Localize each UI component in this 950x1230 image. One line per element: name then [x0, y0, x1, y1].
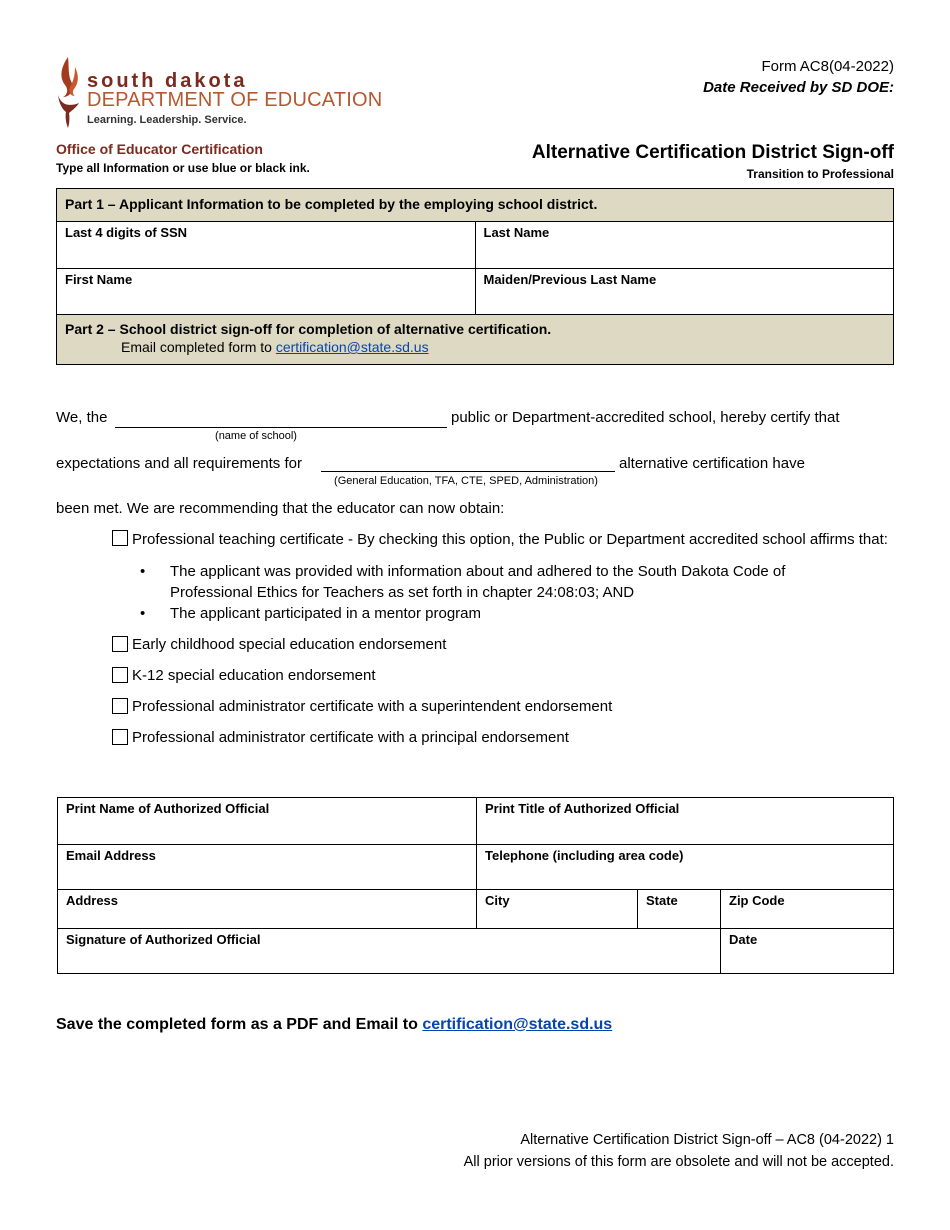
certification-options — [112, 529, 897, 748]
office-name: Office of Educator Certification — [56, 141, 263, 157]
affirmation-ethics: • The applicant was provided with information about and adhered to the South Dakota Code of Professional Ethics for Teachers as set forth in chapter 24:08:03; AND — [140, 561, 840, 603]
option-principal — [112, 727, 897, 748]
state-field[interactable] — [637, 890, 720, 928]
first-name-field[interactable] — [57, 269, 475, 314]
telephone-label: Telephone (including area code) — [485, 848, 684, 863]
save-instructions — [56, 1015, 612, 1035]
school-name-input[interactable] — [115, 408, 447, 428]
address-field[interactable] — [58, 890, 476, 928]
email-address-label: Email Address — [66, 848, 156, 863]
official-row-4 — [58, 928, 893, 973]
ink-instructions: Type all Information or use blue or black ink. — [56, 161, 310, 175]
date-received-label: Date Received by SD DOE: — [703, 79, 894, 96]
school-suffix-text: public or Department-accredited school, hereby certify that — [451, 409, 840, 426]
option-early-childhood — [112, 634, 897, 655]
save-instructions-text: Save the completed form as a PDF and Email to — [56, 1016, 423, 1033]
address-label: Address — [66, 893, 119, 908]
teaching-certificate-label: Professional teaching certificate - By checking this option, the Public or Department accredited school affirms that: — [132, 531, 888, 548]
school-name-caption: (name of school) — [215, 430, 297, 442]
part2-email-prefix: Email completed form to — [121, 339, 276, 355]
last-name-field[interactable] — [475, 222, 894, 268]
document-title: Alternative Certification District Sign-off — [531, 142, 894, 163]
print-title-label: Print Title of Authorized Official — [485, 801, 680, 816]
program-suffix-text: alternative certification have — [619, 455, 805, 472]
first-name-label: First Name — [65, 272, 133, 287]
date-field[interactable] — [720, 929, 893, 973]
expectations-text: expectations and all requirements for — [56, 455, 302, 472]
we-the-text: We, the — [56, 409, 108, 426]
print-title-field[interactable] — [476, 798, 893, 844]
teaching-affirmations-list — [140, 561, 840, 624]
part2-email-line — [65, 338, 885, 356]
principal-label: Professional administrator certificate with a principal endorsement — [132, 729, 569, 746]
early-childhood-label: Early childhood special education endorsement — [132, 636, 447, 653]
authorized-official-table — [57, 797, 894, 974]
footer-form-id: Alternative Certification District Sign-off – AC8 (04-2022) 1 — [520, 1132, 894, 1148]
applicant-info-table — [56, 188, 894, 365]
applicant-row-1 — [57, 222, 893, 268]
affirmation-mentor: • The applicant participated in a mentor program — [140, 603, 840, 624]
option-teaching-certificate — [112, 529, 897, 550]
part2-email-link[interactable]: certification@state.sd.us — [275, 339, 429, 355]
program-type-caption: (General Education, TFA, CTE, SPED, Administration) — [334, 475, 598, 487]
sd-doe-logo — [55, 55, 395, 130]
superintendent-checkbox[interactable] — [112, 698, 128, 714]
save-email-link[interactable]: certification@state.sd.us — [422, 1016, 613, 1033]
document-subtitle: Transition to Professional — [746, 167, 894, 181]
city-field[interactable] — [476, 890, 637, 928]
part2-heading: Part 2 – School district sign-off for completion of alternative certification. — [65, 321, 552, 337]
part1-heading: Part 1 – Applicant Information to be completed by the employing school district. — [57, 189, 893, 222]
official-row-2 — [58, 844, 893, 889]
official-row-1 — [58, 798, 893, 844]
option-superintendent — [112, 696, 897, 717]
signature-label: Signature of Authorized Official — [66, 932, 261, 947]
program-type-input[interactable] — [321, 454, 615, 472]
k12-sped-label: K-12 special education endorsement — [132, 667, 376, 684]
signature-field[interactable] — [58, 929, 720, 973]
part2-section — [57, 314, 893, 364]
maiden-name-label: Maiden/Previous Last Name — [483, 272, 657, 287]
print-name-field[interactable] — [58, 798, 476, 844]
zip-code-label: Zip Code — [729, 893, 785, 908]
logo-tagline: Learning. Leadership. Service. — [87, 114, 247, 126]
maiden-name-field[interactable] — [475, 269, 894, 314]
early-childhood-checkbox[interactable] — [112, 636, 128, 652]
logo-state-name: south dakota — [87, 70, 248, 92]
been-met-text: been met. We are recommending that the educator can now obtain: — [56, 500, 505, 517]
teaching-certificate-checkbox[interactable] — [112, 530, 128, 546]
footer-obsolete-notice: All prior versions of this form are obsolete and will not be accepted. — [463, 1154, 894, 1170]
telephone-field[interactable] — [476, 845, 893, 889]
k12-sped-checkbox[interactable] — [112, 667, 128, 683]
torch-flame-icon — [55, 55, 83, 129]
city-label: City — [485, 893, 510, 908]
form-number: Form AC8(04-2022) — [761, 58, 894, 75]
ssn-label: Last 4 digits of SSN — [65, 225, 188, 240]
official-row-3 — [58, 889, 893, 928]
ssn-field[interactable] — [57, 222, 475, 268]
state-label: State — [646, 893, 678, 908]
superintendent-label: Professional administrator certificate with a superintendent endorsement — [132, 698, 613, 715]
last-name-label: Last Name — [483, 225, 550, 240]
date-label: Date — [729, 932, 758, 947]
option-k12-sped — [112, 665, 897, 686]
print-name-label: Print Name of Authorized Official — [66, 801, 270, 816]
zip-code-field[interactable] — [720, 890, 893, 928]
email-address-field[interactable] — [58, 845, 476, 889]
logo-department-name: DEPARTMENT OF EDUCATION — [87, 89, 383, 111]
principal-checkbox[interactable] — [112, 729, 128, 745]
applicant-row-2 — [57, 268, 893, 314]
